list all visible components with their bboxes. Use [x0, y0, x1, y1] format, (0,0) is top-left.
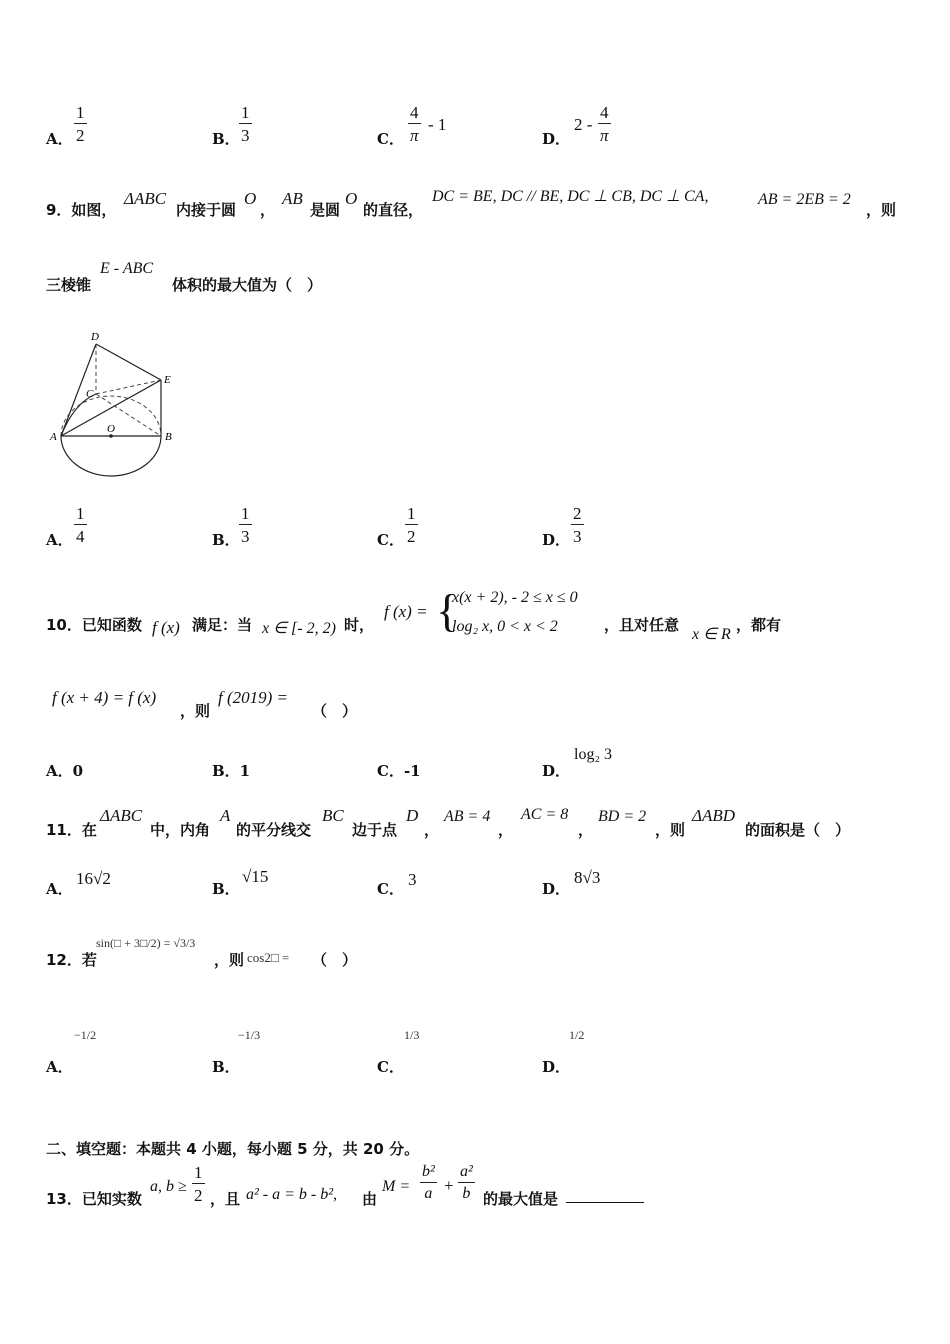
- q12-option-c-value: 1/3: [404, 1028, 420, 1042]
- q12-option-b-value: −1/3: [238, 1028, 261, 1042]
- q9-segment-ce: [96, 380, 161, 394]
- q9-segment-cb: [96, 394, 161, 436]
- q11-prefix: 11．在: [46, 821, 97, 839]
- q9-option-a-fraction: $\frac{1}{4}$: [76, 504, 85, 546]
- q9-ab: AB: [282, 189, 303, 208]
- q12-option-d-label: D．: [542, 1058, 571, 1076]
- q12-paren: （ ）: [312, 951, 358, 969]
- q9-option-a-label: A．: [46, 531, 73, 549]
- q13-text-by: 由: [362, 1190, 378, 1208]
- q8-option-c-tail: - 1: [428, 115, 447, 134]
- q9-geometry-figure: [44, 328, 194, 480]
- q10-option-b: B．1: [212, 762, 251, 780]
- q10-prefix: 10．已知函数: [46, 616, 142, 634]
- q8-option-d-fraction: $\frac{4}{\pi}$: [600, 103, 609, 145]
- q12-option-c-label: C．: [377, 1058, 404, 1076]
- q13-condition: a, b ≥: [150, 1178, 187, 1195]
- q11-comma3: ，: [578, 821, 594, 839]
- q9-label-c: C: [86, 388, 94, 400]
- q8-option-a-fraction: $\frac{1}{2}$: [76, 103, 85, 145]
- q13-relation: a² - a = b - b²,: [246, 1186, 338, 1203]
- q13-answer-blank[interactable]: [566, 1188, 644, 1207]
- section2-title: 二、填空题：本题共 4 小题，每小题 5 分，共 20 分。: [46, 1140, 420, 1158]
- q11-option-c-value: 3: [408, 870, 417, 889]
- q10-text-when: 时，: [344, 616, 375, 634]
- q12-option-a-value: −1/2: [74, 1028, 97, 1042]
- q11-angle-a: A: [220, 806, 231, 825]
- q11-point-d: D: [406, 806, 419, 825]
- q12-option-d-value: 1/2: [569, 1028, 585, 1042]
- q9-option-b-label: B．: [212, 531, 240, 549]
- q9-comma: ，: [260, 201, 276, 219]
- q12-option-b-label: B．: [212, 1058, 240, 1076]
- q9-label-b: B: [165, 431, 172, 443]
- q9-text-diameter2: 的直径，: [363, 201, 424, 219]
- q10-text-then: ，则: [180, 702, 211, 720]
- q10-option-d-value: log₂ 3: [574, 746, 613, 763]
- q9-circle-o2: O: [345, 189, 358, 208]
- q9-label-o: O: [107, 423, 115, 435]
- q9-option-d-fraction: $\frac{2}{3}$: [573, 504, 582, 546]
- q11-comma1: ，: [424, 821, 440, 839]
- q9-option-c-fraction: $\frac{1}{2}$: [407, 504, 416, 546]
- q11-text-side: 边于点: [352, 821, 398, 839]
- q10-xr: x ∈ R: [692, 626, 731, 643]
- q11-text-bisector: 的平分线交: [236, 821, 312, 839]
- q9-segment-de: [96, 344, 161, 380]
- q11-triangle: ΔABC: [100, 806, 143, 825]
- q10-option-c: C．-1: [377, 762, 421, 780]
- q12-text-then: ，则: [214, 951, 245, 969]
- q13-m-fraction1: $\frac{\text{b²}}{a}$: [422, 1163, 435, 1202]
- q9-triangle: ΔABC: [124, 189, 167, 208]
- q9-conditions: DC = BE, DC // BE, DC ⊥ CB, DC ⊥ CA,: [432, 188, 709, 205]
- q9-option-b-fraction: $\frac{1}{3}$: [241, 504, 250, 546]
- q9-option-d-label: D．: [542, 531, 571, 549]
- q11-option-a-value: 16√2: [76, 869, 111, 888]
- q10-case1: x(x + 2), - 2 ≤ x ≤ 0: [452, 589, 578, 606]
- q13-prefix: 13．已知实数: [46, 1190, 142, 1208]
- q10-text-satisfy: 满足：当: [192, 616, 253, 634]
- q8-option-c-fraction: $\frac{4}{\pi}$: [410, 103, 419, 145]
- q9-label-d: D: [91, 331, 99, 343]
- q11-option-c-label: C．: [377, 880, 404, 898]
- q11-triangle2: ΔABD: [692, 806, 736, 825]
- q11-option-b-label: B．: [212, 880, 240, 898]
- q10-paren: （ ）: [312, 702, 358, 720]
- q8-option-d-label: D．: [542, 130, 571, 148]
- q9-line2-suffix: 体积的最大值为（ ）: [172, 276, 323, 294]
- q9-segment-ac: [61, 394, 96, 436]
- q10-option-d-label: D．: [542, 762, 571, 780]
- q13-text-and: ，且: [210, 1190, 241, 1208]
- q9-text-diameter: 是圆: [310, 201, 341, 219]
- q11-text-area: 的面积是（ ）: [745, 821, 851, 839]
- q8-option-b-label: B．: [212, 130, 240, 148]
- q9-option-c-label: C．: [377, 531, 404, 549]
- q12-expression: sin(□ + 3□/2) = √3/3: [96, 936, 196, 950]
- q13-text-max: 的最大值是: [483, 1190, 559, 1208]
- q9-circle-o: O: [244, 189, 257, 208]
- q9-text-then: ，则: [866, 201, 897, 219]
- q13-half-fraction: $\frac{1}{2}$: [194, 1163, 203, 1205]
- q10-text-have: ，都有: [736, 616, 782, 634]
- q11-option-d-label: D．: [542, 880, 571, 898]
- q11-text-then: ，则: [655, 821, 686, 839]
- q10-domain: x ∈ [- 2, 2): [262, 620, 336, 637]
- q10-f2019: f (2019) =: [218, 688, 289, 707]
- q9-line2-prefix: 三棱锥: [46, 276, 92, 294]
- q11-option-a-label: A．: [46, 880, 73, 898]
- q10-case2: log₂ x, 0 < x < 2: [452, 618, 558, 635]
- q11-ac8: AC = 8: [521, 806, 569, 823]
- q9-prefix: 9．如图，: [46, 201, 117, 219]
- q11-option-b-value: √15: [242, 867, 269, 886]
- q9-ab-equation: AB = 2EB = 2: [758, 191, 851, 208]
- q11-bd2: BD = 2: [598, 808, 647, 825]
- q10-brace: {: [436, 585, 459, 636]
- q11-comma2: ，: [498, 821, 514, 839]
- q10-periodic: f (x + 4) = f (x): [52, 688, 157, 707]
- q8-option-a-label: A．: [46, 130, 73, 148]
- q12-cos: cos2□ =: [247, 950, 290, 965]
- q10-text-any: ，且对任意: [604, 616, 680, 634]
- q10-fx: f (x): [152, 618, 180, 637]
- q9-label-e: E: [164, 374, 171, 386]
- q11-ab4: AB = 4: [444, 808, 491, 825]
- q11-bc: BC: [322, 806, 344, 825]
- q8-option-b-fraction: $\frac{1}{3}$: [241, 103, 250, 145]
- q12-option-a-label: A．: [46, 1058, 73, 1076]
- q10-option-a: A．0: [46, 762, 84, 780]
- q9-label-a: A: [50, 431, 57, 443]
- q9-text-inscribed: 内接于圆: [176, 201, 237, 219]
- q13-plus: +: [444, 1176, 454, 1195]
- q9-circle-lower-arc: [61, 436, 161, 476]
- q12-prefix: 12．若: [46, 951, 97, 969]
- q11-text-mid: 中，内角: [150, 821, 211, 839]
- q8-option-d-head: 2 -: [574, 115, 593, 134]
- q13-m-fraction2: $\frac{\text{a²}}{b}$: [460, 1163, 473, 1202]
- q9-pyramid: E - ABC: [100, 260, 154, 277]
- q13-m-eq: M =: [382, 1178, 411, 1195]
- q8-option-c-label: C．: [377, 130, 404, 148]
- q10-fx-eq: f (x) =: [384, 602, 428, 621]
- q11-option-d-value: 8√3: [574, 868, 601, 887]
